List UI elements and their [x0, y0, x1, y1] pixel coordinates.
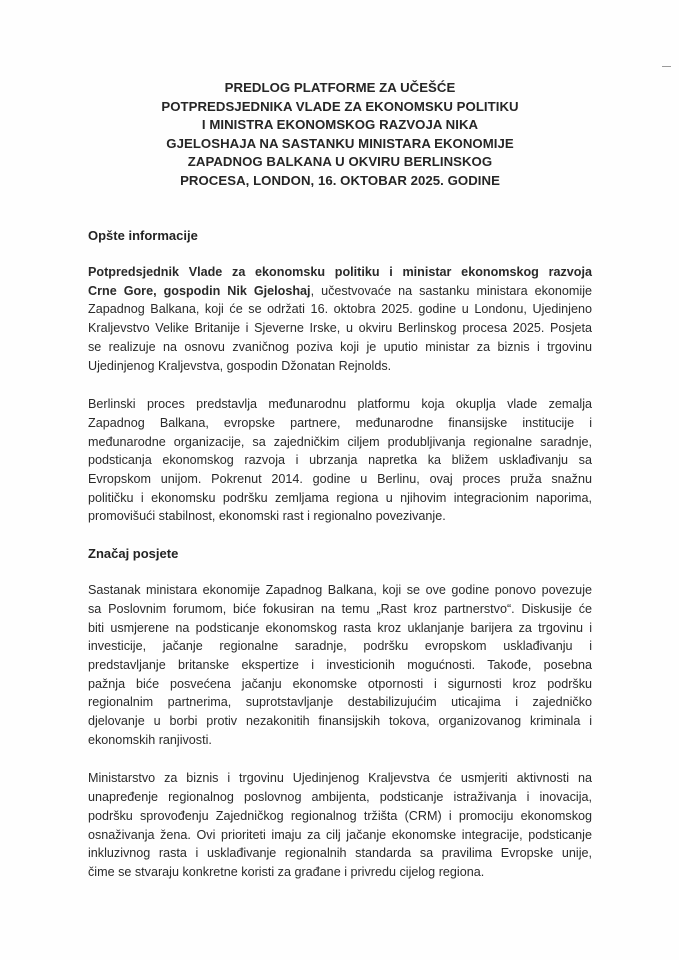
section-heading-visit-significance: Značaj posjete	[88, 546, 179, 562]
paragraph-line: pažnja biće posvećena jačanju ekonomske otpornosti i sigurnosti kroz podršku	[88, 676, 592, 691]
paragraph-line: Zapadnog Balkana, evropske partnere, međunarodne finansijske institucije i	[88, 415, 592, 430]
title-line: GJELOSHAJA NA SASTANKU MINISTARA EKONOMIJE	[166, 135, 514, 151]
title-line: I MINISTRA EKONOMSKOG RAZVOJA NIKA	[201, 117, 479, 132]
title-line: ZAPADNOG BALKANA U OKVIRU BERLINSKOG	[187, 154, 493, 169]
paragraph-line: političku i ekonomsku podršku zemljama regiona u njihovim integracionim naporima,	[88, 490, 592, 505]
paragraph-line: Ministarstvo za biznis i trgovinu Ujedinjenog Kraljevstva će usmjeriti aktivnosti na	[88, 771, 592, 786]
paragraph-line: Zapadnog Balkana, koji će se održati 16. oktobra 2025. godine u Londonu, Ujedinjeno	[88, 302, 592, 317]
paragraph-uk-ministry-priorities	[88, 769, 592, 881]
paragraph-line: osnaživanja žena. Ovi prioriteti imaju za cilj jačanje ekonomske integracije, podsticanje	[88, 827, 592, 842]
paragraph-line: unapređenje regionalnog poslovnog ambijenta, podsticanje istraživanja i inovacija,	[88, 790, 592, 805]
paragraph-line: međunarodne organizacije, sa zajedničkim ciljem produbljivanja regionalne saradnje,	[88, 434, 592, 449]
paragraph-line: sa Poslovnim forumom, biće fokusiran na temu „Rast kroz partnerstvo“. Diskusije će	[88, 601, 592, 616]
title-line: POTPREDSJEDNIKA VLADE ZA EKONOMSKU POLITIKU	[161, 98, 519, 114]
paragraph-line: Evropskom unijom. Pokrenut 2014. godine u Berlinu, ovaj proces pruža snažnu	[88, 472, 592, 487]
scan-artifact-mark	[662, 66, 671, 67]
paragraph-berlin-process	[88, 395, 592, 526]
paragraph-line: Sastanak ministara ekonomije Zapadnog Balkana, koji se ove godine ponovo povezuje	[88, 583, 592, 598]
paragraph-line: Kraljevstvo Velike Britanije i Sjeverne Irske, u okviru Berlinskog procesa 2025. Posjeta	[88, 321, 592, 336]
document-body	[88, 227, 592, 882]
paragraph-visit-intro	[88, 263, 592, 375]
paragraph-line: se realizuje na osnovu zvaničnog poziva koji je uputio ministar za biznis i trgovinu	[88, 339, 592, 354]
paragraph-line: predstavljanje britanske ekspertize i investicionih mogućnosti. Takođe, posebna	[88, 657, 592, 672]
title-line: PREDLOG PLATFORME ZA UČEŠĆE	[224, 80, 456, 95]
paragraph-line: regionalnim partnerima, suprotstavljanje destabilizujućim uticajima i zajedničko	[88, 695, 592, 710]
title-line: PROCESA, LONDON, 16. OKTOBAR 2025. GODINE	[180, 172, 500, 188]
paragraph-line: djelovanje u borbi protiv nezakonitih finansijskih tokova, organizovanog kriminala i	[88, 714, 592, 729]
paragraph-meeting-focus	[88, 581, 592, 749]
section-heading-general-info: Opšte informacije	[88, 228, 198, 243]
document-title	[88, 79, 592, 190]
paragraph-line: čime se stvaraju konkretne koristi za građane i privredu cijelog regiona.	[88, 864, 485, 879]
paragraph-line: Crne Gore, gospodin Nik Gjeloshaj, učestvovaće na sastanku ministara ekonomije	[88, 283, 593, 298]
paragraph-line: podsticanja ekonomskog razvoja i ubrzanja napretka ka bližem usklađivanju sa	[88, 453, 592, 468]
paragraph-line: Berlinski proces predstavlja međunarodnu platformu koja okuplja vlade zemalja	[88, 397, 592, 412]
paragraph-line: Ujedinjenog Kraljevstva, gospodin Džonatan Rejnolds.	[88, 358, 392, 373]
paragraph-line: ekonomskih ranjivosti.	[88, 732, 212, 747]
paragraph-line: Potpredsjednik Vlade za ekonomsku politiku i ministar ekonomskog razvoja	[88, 265, 592, 279]
paragraph-line: inkluzivnog rasta i usklađivanje regionalnih standarda sa pravilima Evropske unije,	[88, 846, 592, 861]
paragraph-line: promovišući stabilnost, ekonomski rast i regionalno povezivanje.	[88, 509, 446, 524]
paragraph-line: investicije, jačanje regionalne saradnje, podršku evropskom usklađivanju i	[88, 639, 592, 654]
paragraph-line: podršku sprovođenju Zajedničkog regionalnog tržišta (CRM) i promociju ekonomskog	[88, 808, 592, 823]
paragraph-line: biti usmjerene na podsticanje ekonomskog rasta kroz uklanjanje barijera za trgovinu i	[88, 620, 592, 635]
